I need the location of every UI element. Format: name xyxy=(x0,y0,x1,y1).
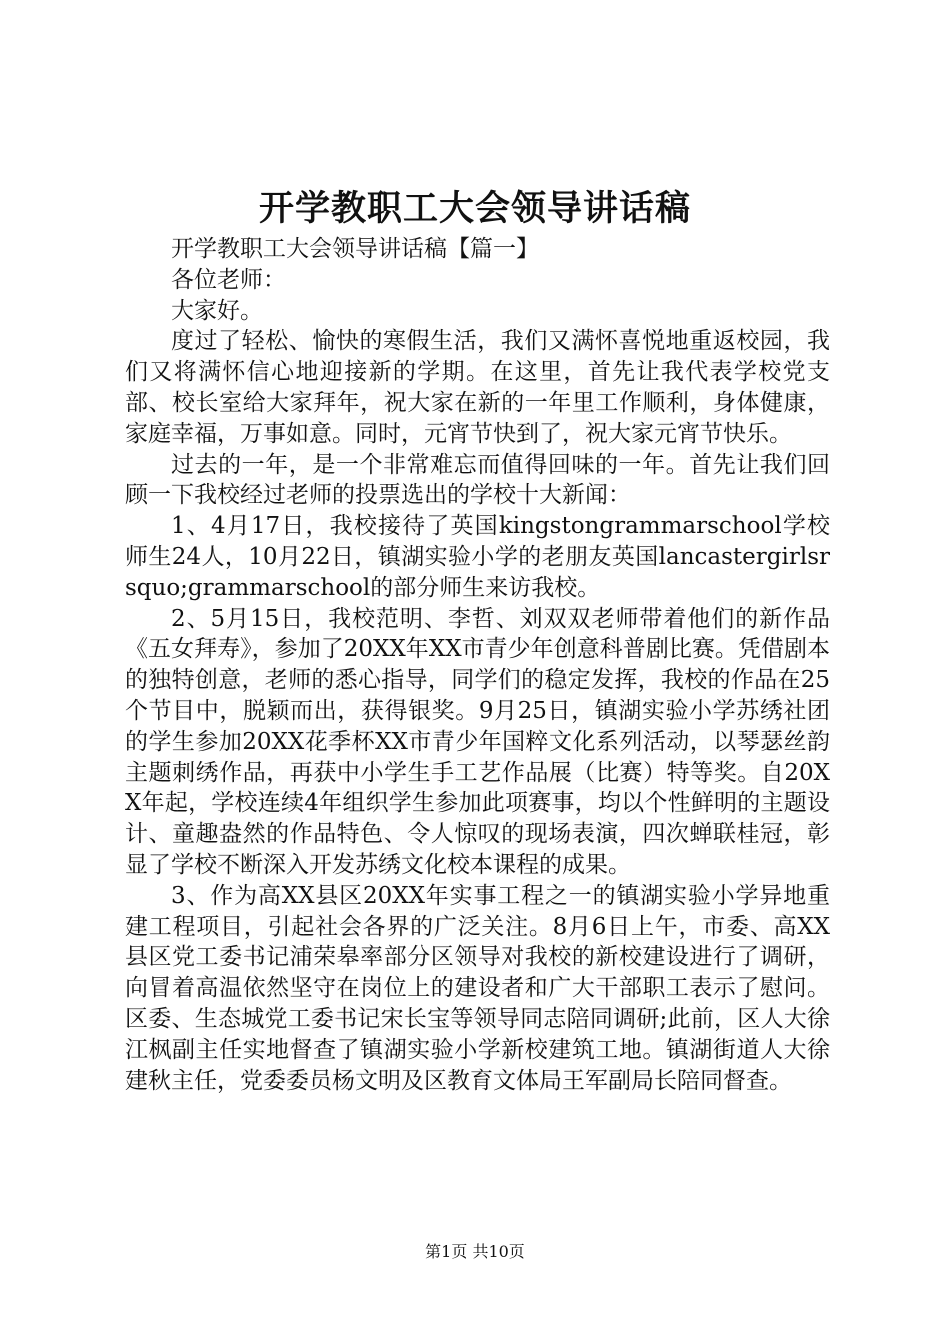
news-item-3: 3、作为高XX县区20XX年实事工程之一的镇湖实验小学异地重建工程项目，引起社会各界的广泛关注。8月6日上午，市委、高XX县区党工委书记浦荣皋率部分区领导对我校的新校建设进行了调研，向冒着高温依然坚守在岗位上的建设者和广大干部职工表示了慰问。区委、生态城党工委书记宋长宝等领导同志陪同调研;此前，区人大徐江枫副主任实地督查了镇湖实验小学新校建筑工地。镇湖街道人大徐建秋主任，党委委员杨文明及区教育文体局王军副局长陪同督查。 xyxy=(125,882,830,1094)
news-item-1: 1、4月17日，我校接待了英国kingstongrammarschool学校师生24人，10月22日，镇湖实验小学的老朋友英国lancastergirlsrsquo;grammarschool的部分师生来访我校。 xyxy=(125,513,830,601)
page-indicator: 第1页 共10页 xyxy=(425,1242,525,1261)
document-title: 开学教职工大会领导讲话稿 xyxy=(258,188,691,229)
salutation: 各位老师： xyxy=(171,266,286,293)
document-body xyxy=(125,234,830,1096)
news-item-2: 2、5月15日，我校范明、李哲、刘双双老师带着他们的新作品《五女拜寿》，参加了20XX年XX市青少年创意科普剧比赛。凭借剧本的独特创意，老师的悉心指导，同学们的稳定发挥，我校的作品在25个节目中，脱颖而出，获得银奖。9月25日，镇湖实验小学苏绣社团的学生参加20XX花季杯XX市青少年国粹文化系列活动，以琴瑟丝韵主题刺绣作品，再获中小学生手工艺作品展（比赛）特等奖。自20XX年起，学校连续4年组织学生参加此项赛事，均以个性鲜明的主题设计、童趣盎然的作品特色、令人惊叹的现场表演，四次蝉联桂冠，彰显了学校不断深入开发苏绣文化校本课程的成果。 xyxy=(125,605,830,878)
body-paragraph: 过去的一年，是一个非常难忘而值得回味的一年。首先让我们回顾一下我校经过老师的投票选出的学校十大新闻： xyxy=(125,451,830,509)
body-paragraph: 度过了轻松、愉快的寒假生活，我们又满怀喜悦地重返校园，我们又将满怀信心地迎接新的学期。在这里，首先让我代表学校党支部、校长室给大家拜年，祝大家在新的一年里工作顺利，身体健康，家庭幸福，万事如意。同时，元宵节快到了，祝大家元宵节快乐。 xyxy=(125,328,830,447)
section-heading: 开学教职工大会领导讲话稿【篇一】 xyxy=(171,236,539,262)
greeting: 大家好。 xyxy=(171,297,263,324)
